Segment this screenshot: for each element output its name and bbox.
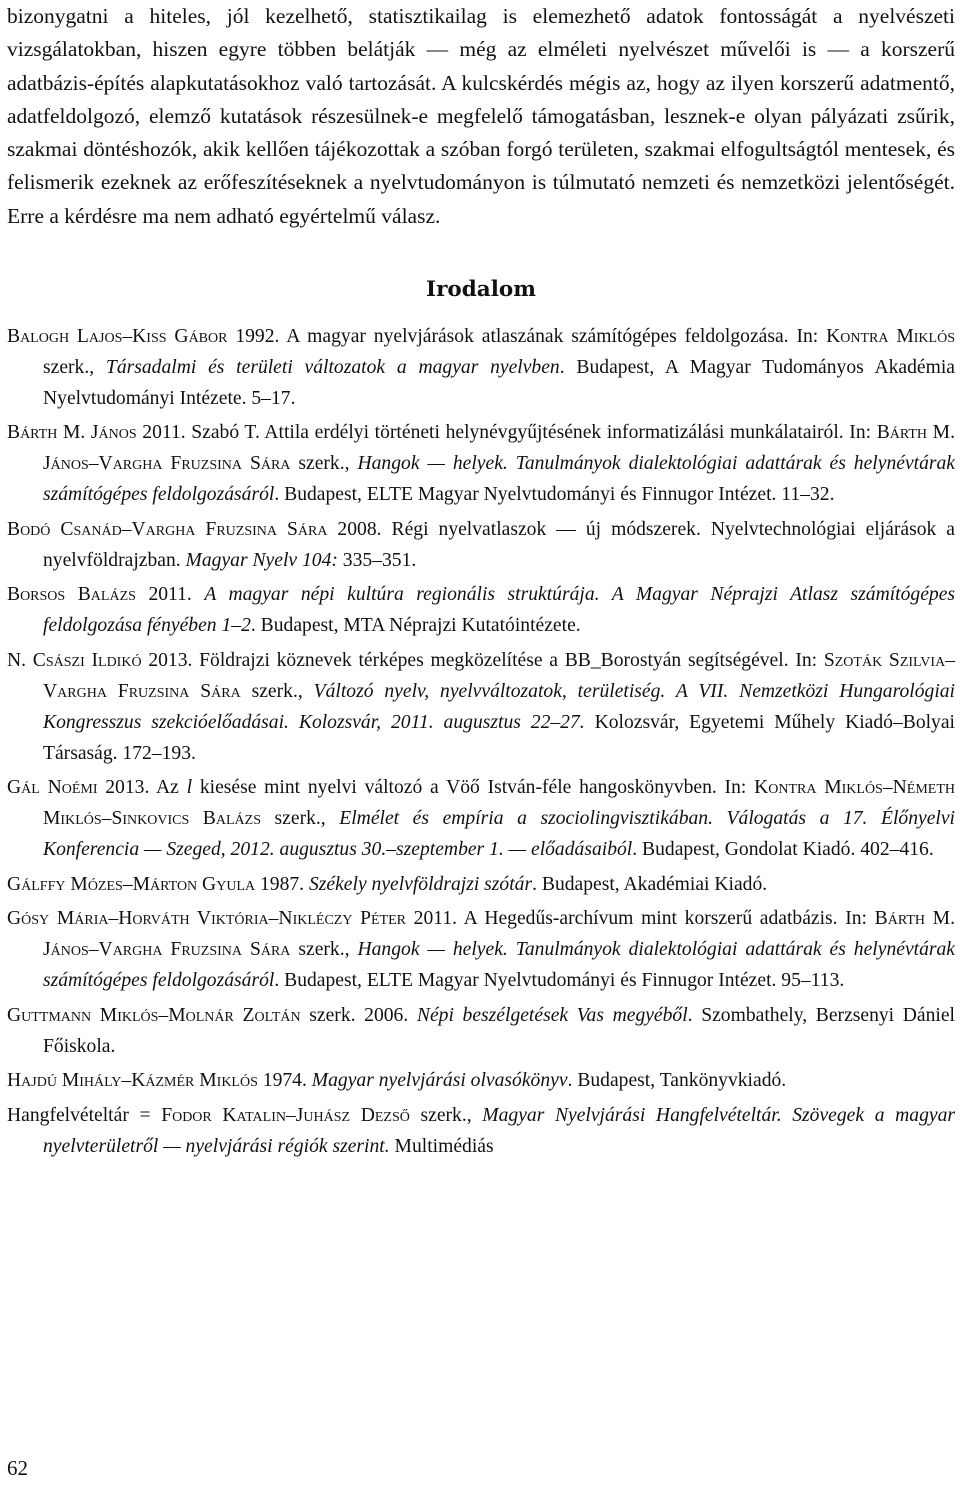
- reference-title: Magyar nyelvjárási olvasókönyv: [311, 1070, 568, 1092]
- reference-text: . Budapest, Gondolat Kiadó. 402–416.: [632, 839, 934, 861]
- reference-text: . Szombathely, Berzsenyi Dániel Főiskola.: [43, 1004, 956, 1057]
- reference-title: Társadalmi és területi változatok a magyar nyelvben: [105, 356, 560, 378]
- page-number: 62: [7, 1456, 28, 1480]
- reference-title: A magyar népi kultúra regionális struktúrája. A Magyar Néprajzi Atlasz számítógépes feldolgozása fényében 1–2: [43, 584, 956, 637]
- reference-text: . Budapest, Tankönyvkiadó.: [567, 1070, 787, 1092]
- reference-entry: [7, 580, 955, 642]
- reference-entry: [7, 646, 955, 770]
- reference-text: 335–351.: [337, 549, 417, 571]
- reference-list: [7, 322, 955, 1162]
- reference-text: szerk.,: [409, 1104, 483, 1126]
- reference-author: Gál Noémi: [7, 777, 98, 799]
- reference-author: Bárth M. János–Vargha Fruzsina Sára: [43, 908, 955, 961]
- reference-author: Gálffy Mózes–Márton Gyula: [7, 873, 256, 895]
- reference-text: 1974.: [257, 1070, 312, 1092]
- reference-author: Bárth M. János–Vargha Fruzsina Sára: [43, 422, 955, 475]
- body-paragraph: bizonygatni a hiteles, jól kezelhető, statisztikailag is elemezhető adatok fontosságát a nyelvészeti vizsgálatokban, hiszen egyre többen belátják — még az elméleti nyelvészet művelői is — a korszerű adatbázis-építés alapkutatásokhoz való tartozását. A kulcskérdés mégis az, hogy az ilyen korszerű adatmentő, adatfeldolgozó, elemző kutatások részesülnek-e megfelelő támogatásban, lesznek-e olyan pályázati zsűrik, szakmai döntéshozók, akik kellően tájékozottak a szóban forgó területen, szakmai elfogultságtól mentesek, és felismerik ezeknek az erőfeszítéseknek a nyelvtudományon is túlmutató nemzeti és nemzetközi jelentőségét. Erre a kérdésre ma nem adható egyértelmű válasz.: [7, 4, 955, 228]
- reference-entry: [7, 1101, 955, 1163]
- reference-text: . Budapest, A Magyar Tudományos Akadémia Nyelvtudományi Intézete. 5–17.: [43, 356, 955, 409]
- reference-author: Gósy Mária–Horváth Viktória–Nikléczy Péter: [7, 908, 406, 930]
- reference-text: szerk.,: [260, 808, 340, 830]
- reference-title: Székely nyelvföldrajzi szótár: [308, 873, 533, 895]
- reference-entry: [7, 418, 955, 511]
- reference-text: . Budapest, MTA Néprajzi Kutatóintézete.: [250, 615, 581, 637]
- reference-text: szerk.,: [43, 356, 106, 378]
- reference-text: kiesése mint nyelvi változó a Vöő István-féle hangoskönyvben. In:: [192, 777, 755, 799]
- reference-title: l: [186, 777, 193, 799]
- reference-text: . Budapest, ELTE Magyar Nyelvtudományi és Finnugor Intézet. 95–113.: [274, 970, 845, 992]
- reference-author: Bodó Csanád–Vargha Fruzsina Sára: [7, 518, 328, 540]
- reference-author: Szoták Szilvia–Vargha Fruzsina Sára: [43, 649, 955, 702]
- reference-author: Guttmann Miklós–Molnár Zoltán: [7, 1004, 301, 1026]
- reference-title: Elmélet és empíria a szociolingvisztikában. Válogatás a 17. Élőnyelvi Konferencia — Szeged, 2012. augusztus 30.–szeptember 1. — előadásaiból: [43, 808, 955, 861]
- reference-entry: [7, 322, 955, 415]
- reference-author: Kontra Miklós: [826, 326, 955, 348]
- reference-text: szerk.,: [240, 680, 314, 702]
- reference-author: N. Császi Ildikó: [7, 649, 142, 671]
- reference-author: Hajdú Mihály–Kázmér Miklós: [7, 1070, 258, 1092]
- reference-entry: [7, 515, 955, 577]
- reference-text: Hangfelvételtár =: [7, 1104, 162, 1126]
- reference-text: szerk.,: [290, 939, 358, 961]
- section-heading: Irodalom: [426, 277, 536, 303]
- reference-title: Hangok — helyek. Tanulmányok dialektológiai adattárak és helynévtárak számítógépes feldolgozásáról: [43, 939, 955, 992]
- reference-text: 1992. A magyar nyelvjárások atlaszának számítógépes feldolgozása. In:: [227, 326, 827, 348]
- reference-text: 2013. Földrajzi köznevek térképes megközelítése a BB_Borostyán segítségével. In:: [141, 649, 824, 671]
- reference-text: 2011. A Hegedűs-archívum mint korszerű adatbázis. In:: [406, 908, 875, 930]
- reference-text: Kolozsvár, Egyetemi Műhely Kiadó–Bolyai Társaság. 172–193.: [43, 711, 955, 764]
- reference-title: Magyar Nyelvjárási Hangfelvételtár. Szövegek a magyar nyelvterületről — nyelvjárási régiók szerint.: [43, 1104, 955, 1157]
- reference-entry: [7, 1001, 955, 1063]
- reference-title: Népi beszélgetések Vas megyéből: [416, 1004, 688, 1026]
- reference-text: 2008. Régi nyelvatlaszok — új módszerek. Nyelvtechnológiai eljárások a nyelvföldrajzban.: [43, 518, 955, 571]
- reference-title: Változó nyelv, nyelvváltozatok, területiség. A VII. Nemzetközi Hungarológiai Kongresszus szekcióelőadásai. Kolozsvár, 2011. augusztus 22–27.: [43, 680, 955, 733]
- reference-text: 2013. Az: [97, 777, 187, 799]
- reference-entry: [7, 904, 955, 997]
- reference-title: Hangok — helyek. Tanulmányok dialektológiai adattárak és helynévtárak számítógépes feldolgozásáról: [43, 453, 955, 506]
- reference-entry: [7, 870, 955, 901]
- document-page: [7, 0, 955, 1166]
- reference-text: . Budapest, Akadémiai Kiadó.: [532, 873, 768, 895]
- reference-entry: [7, 1066, 955, 1097]
- reference-text: 2011. Szabó T. Attila erdélyi történeti helynévgyűjtésének informatizálási munkálatairól. In:: [136, 422, 877, 444]
- reference-author: Bárth M. János: [7, 422, 137, 444]
- reference-entry: [7, 773, 955, 866]
- reference-text: Multimédiás: [389, 1135, 494, 1157]
- reference-text: . Budapest, ELTE Magyar Nyelvtudományi és Finnugor Intézet. 11–32.: [274, 484, 835, 506]
- reference-author: Borsos Balázs: [7, 584, 136, 606]
- reference-author: Kontra Miklós–Németh Miklós–Sinkovics Balázs: [43, 777, 956, 830]
- reference-text: 2011.: [135, 584, 205, 606]
- reference-text: 1987.: [255, 873, 309, 895]
- reference-author: Balogh Lajos–Kiss Gábor: [7, 326, 228, 348]
- reference-title: Magyar Nyelv 104:: [185, 549, 338, 571]
- reference-text: szerk. 2006.: [300, 1004, 417, 1026]
- reference-author: Fodor Katalin–Juhász Dezső: [161, 1104, 410, 1126]
- reference-text: szerk.,: [290, 453, 358, 475]
